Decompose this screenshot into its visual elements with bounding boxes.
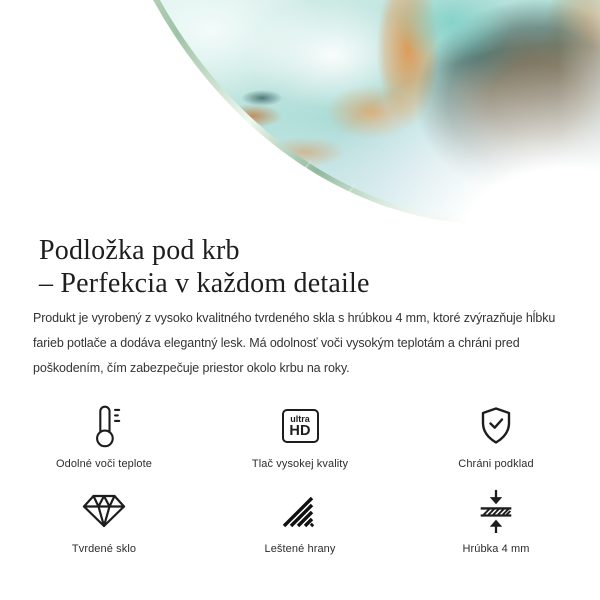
feature-tempered-glass [6, 488, 202, 556]
feature-heat-resistant [6, 403, 202, 471]
feature-protects-surface [398, 403, 594, 471]
uhd-text-bottom: HD [289, 422, 311, 439]
feature-label: Tvrdené sklo [71, 543, 137, 555]
ultra-hd-icon [282, 403, 319, 449]
feature-polished-edges [202, 488, 398, 556]
feature-thickness [398, 488, 594, 556]
thermometer-icon [87, 403, 121, 449]
feature-label: Hrúbka 4 mm [462, 543, 530, 555]
thickness-icon [476, 488, 516, 534]
feature-print-quality [202, 403, 398, 471]
title-line-1: Podložka pod krb [39, 235, 240, 266]
uhd-text-top: ultra [290, 413, 310, 424]
features-grid [6, 403, 594, 556]
diamond-icon [81, 488, 127, 534]
product-info-section [0, 234, 600, 381]
polished-edges-icon [280, 488, 320, 534]
feature-label: Chráni podklad [458, 458, 534, 470]
shield-check-icon [480, 403, 512, 449]
feature-label: Tlač vysokej kvality [251, 458, 349, 470]
feature-label: Leštené hrany [264, 543, 336, 555]
glass-marble-face [0, 0, 600, 230]
feature-label: Odolné voči teplote [55, 458, 153, 470]
title-line-2: – Perfekcia v každom detaile [39, 268, 370, 299]
page-title [39, 234, 570, 300]
product-description: Produkt je vyrobený z vysoko kvalitného tvrdeného skla s hrúbkou 4 mm, ktoré zvýrazňuje hĺbku farieb potlače a dodáva elegantný lesk. Má odolnosť voči vysokým teplotám a chráni pred poškodením, čím zabezpečuje priestor okolo krbu na roky. [33, 311, 556, 375]
hero-image [0, 0, 600, 230]
